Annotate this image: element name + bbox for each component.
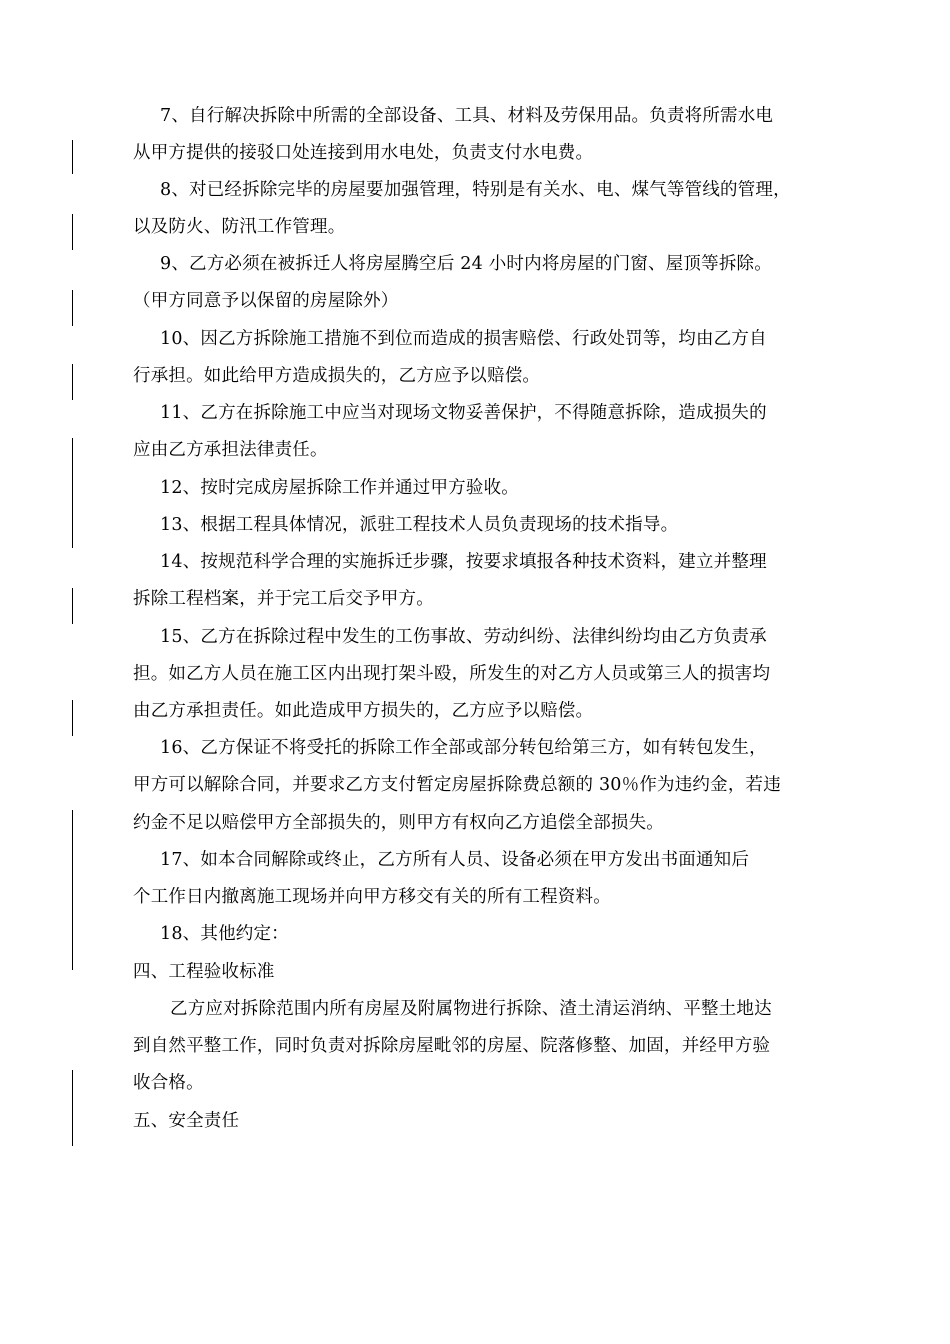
revision-bar	[72, 140, 73, 174]
clause-7-line-1: 7、自行解决拆除中所需的全部设备、工具、材料及劳保用品。负责将所需水电	[160, 106, 774, 126]
revision-bar	[72, 588, 73, 624]
clause-16-line-1: 16、乙方保证不将受托的拆除工作全部或部分转包给第三方，如有转包发生，	[160, 738, 767, 758]
clause-13-line: 13、根据工程具体情况，派驻工程技术人员负责现场的技术指导。	[160, 515, 679, 535]
section-4-para-line-1: 乙方应对拆除范围内所有房屋及附属物进行拆除、渣土清运消纳、平整土地达	[170, 999, 772, 1019]
revision-bar	[72, 214, 73, 250]
clause-15-line-3: 由乙方承担责任。如此造成甲方损失的，乙方应予以赔偿。	[133, 701, 594, 721]
section-4-para-line-3: 收合格。	[133, 1073, 204, 1093]
clause-16-line-3: 约金不足以赔偿甲方全部损失的，则甲方有权向乙方追偿全部损失。	[133, 813, 664, 833]
section-5-heading: 五、安全责任	[133, 1111, 240, 1131]
clause-9-line-2: （甲方同意予以保留的房屋除外）	[133, 291, 399, 311]
section-4-heading: 四、工程验收标准	[133, 962, 275, 982]
clause-8-line-2: 以及防火、防汛工作管理。	[133, 217, 346, 237]
clause-10-line-1: 10、因乙方拆除施工措施不到位而造成的损害赔偿、行政处罚等，均由乙方自	[160, 329, 767, 349]
clause-18-line: 18、其他约定：	[160, 924, 289, 944]
revision-bar	[72, 364, 73, 400]
clause-11-line-2: 应由乙方承担法律责任。	[133, 440, 328, 460]
clause-16-line-2: 甲方可以解除合同，并要求乙方支付暂定房屋拆除费总额的 30％作为违约金，若违	[133, 775, 781, 795]
clause-12-line: 12、按时完成房屋拆除工作并通过甲方验收。	[160, 478, 519, 498]
clause-14-line-1: 14、按规范科学合理的实施拆迁步骤，按要求填报各种技术资料，建立并整理	[160, 552, 767, 572]
revision-bar	[72, 438, 73, 548]
clause-9-line-1: 9、乙方必须在被拆迁人将房屋腾空后 24 小时内将房屋的门窗、屋顶等拆除。	[160, 254, 772, 274]
revision-bar	[72, 290, 73, 326]
clause-7-line-2: 从甲方提供的接驳口处连接到用水电处，负责支付水电费。	[133, 143, 594, 163]
clause-11-line-1: 11、乙方在拆除施工中应当对现场文物妥善保护，不得随意拆除，造成损失的	[160, 403, 767, 423]
clause-15-line-1: 15、乙方在拆除过程中发生的工伤事故、劳动纠纷、法律纠纷均由乙方负责承	[160, 627, 767, 647]
clause-17-line-1: 17、如本合同解除或终止，乙方所有人员、设备必须在甲方发出书面通知后	[160, 850, 750, 870]
revision-bar	[72, 1070, 73, 1146]
clause-14-line-2: 拆除工程档案，并于完工后交予甲方。	[133, 589, 434, 609]
clause-17-line-2: 个工作日内撤离施工现场并向甲方移交有关的所有工程资料。	[133, 887, 611, 907]
revision-bar	[72, 810, 73, 970]
clause-10-line-2: 行承担。如此给甲方造成损失的，乙方应予以赔偿。	[133, 366, 541, 386]
clause-15-line-2: 担。如乙方人员在施工区内出现打架斗殴，所发生的对乙方人员或第三人的损害均	[133, 664, 771, 684]
section-4-para-line-2: 到自然平整工作，同时负责对拆除房屋毗邻的房屋、院落修整、加固，并经甲方验	[133, 1036, 771, 1056]
revision-bar	[72, 700, 73, 736]
clause-8-line-1: 8、对已经拆除完毕的房屋要加强管理，特别是有关水、电、煤气等管线的管理，	[160, 180, 791, 200]
